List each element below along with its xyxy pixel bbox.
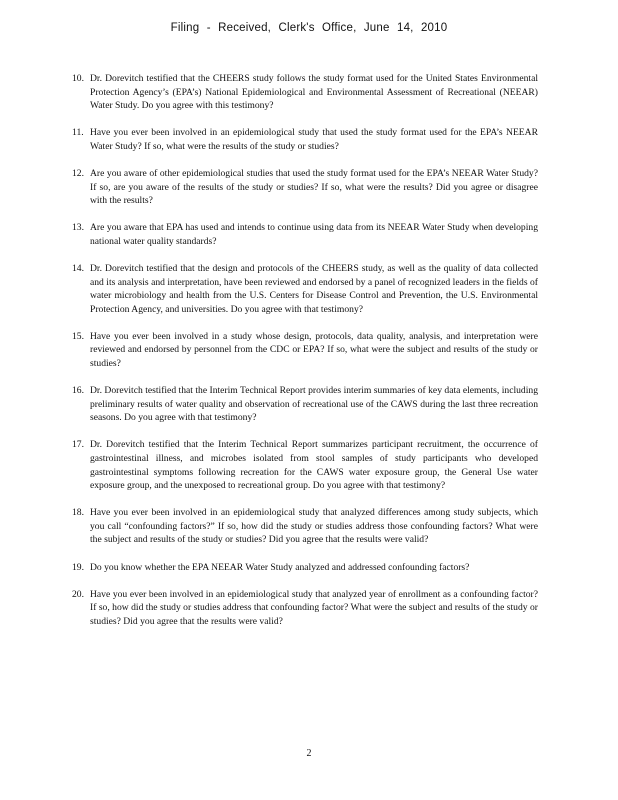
question-text: Are you aware of other epidemiological studies that used the study format used for the EPA’s NEEAR Water Study? If so, are you aware of the results of the study or studies? If so, what were the results? Did you agree or disagree with the results? <box>90 167 538 207</box>
question-item <box>72 72 538 113</box>
question-number: 11. <box>72 127 84 139</box>
question-number: 20. <box>72 588 84 600</box>
question-item <box>72 167 538 208</box>
question-text: Do you know whether the EPA NEEAR Water Study analyzed and addressed confounding factors? <box>90 561 470 573</box>
question-item <box>72 506 538 547</box>
filing-header: Filing - Received, Clerk's Office, June 14, 2010 <box>170 22 448 34</box>
question-number: 15. <box>72 330 84 342</box>
question-number: 19. <box>72 561 84 573</box>
question-text: Have you ever been involved in a study whose design, protocols, data quality, analysis, and interpretation were reviewed and endorsed by personnel from the CDC or EPA? If so, what were the subject and results of the study or studies? <box>90 330 538 369</box>
question-number: 16. <box>72 385 84 397</box>
question-number: 10. <box>72 73 84 84</box>
page-number: 2 <box>306 748 312 759</box>
question-number: 18. <box>72 507 84 519</box>
question-text: Dr. Dorevitch testified that the CHEERS study follows the study format used for the United States Environmental Protection Agency’s (EPA’s) National Epidemiological and Environmental Assessment of Recreational (NEEAR) Water Study. Do you agree with this testimony? <box>90 73 538 112</box>
question-text: Are you aware that EPA has used and intends to continue using data from its NEEAR Water Study when developing national water quality standards? <box>90 222 538 247</box>
question-item <box>72 384 538 425</box>
question-item <box>72 588 538 629</box>
question-text: Dr. Dorevitch testified that the design and protocols of the CHEERS study, as well as the quality of data collected and its analysis and interpretation, have been reviewed and endorsed by a panel of recognized leaders in the fields of water microbiology and health from the U.S. Centers for Disease Control and Prevention, the U.S. Environmental Protection Agency, and universities. Do you agree with that testimony? <box>90 262 538 315</box>
question-text: Have you ever been involved in an epidemiological study that analyzed differences among study subjects, which you call “confounding factors?” If so, how did the study or studies address those confounding factors? What were the subject and results of the study or studies? Did you agree that the results were valid? <box>90 507 538 546</box>
question-text: Have you ever been involved in an epidemiological study that used the study format used for the EPA’s NEEAR Water Study? If so, what were the results of the study or studies? <box>90 127 538 152</box>
question-text: Dr. Dorevitch testified that the Interim Technical Report provides interim summaries of key data elements, including preliminary results of water quality and observation of recreational use of the CAWS during the last three recreation seasons. Do you agree with that testimony? <box>90 385 538 424</box>
question-item <box>72 438 538 492</box>
question-item <box>72 330 538 371</box>
question-number: 17. <box>72 439 84 451</box>
question-item <box>72 126 538 153</box>
question-item <box>72 262 538 316</box>
question-list <box>72 72 538 642</box>
question-item <box>72 561 538 575</box>
question-text: Have you ever been involved in an epidemiological study that analyzed year of enrollment as a confounding factor? If so, how did the study or studies address that confounding factor? What were the subject and results of the study or studies? Did you agree that the results were valid? <box>90 588 538 627</box>
question-number: 14. <box>72 262 84 274</box>
question-number: 12. <box>72 167 84 179</box>
question-item <box>72 221 538 248</box>
question-number: 13. <box>72 222 84 234</box>
question-text: Dr. Dorevitch testified that the Interim Technical Report summarizes participant recruitment, the occurrence of gastrointestinal illness, and microbes isolated from stool samples of study participants who developed gastrointestinal symptoms following recreation for the CAWS water exposure group, the General Use water exposure group, and the unexposed to recreational group. Do you agree with that testimony? <box>90 439 538 492</box>
